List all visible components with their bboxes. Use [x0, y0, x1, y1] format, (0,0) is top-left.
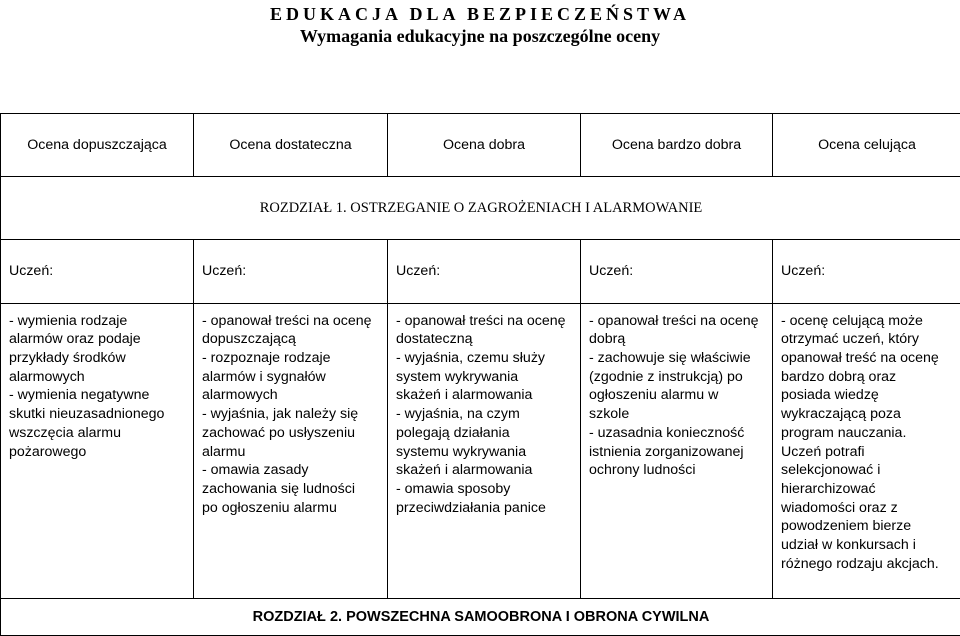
requirement-line: dobrą	[589, 330, 764, 349]
page-title: EDUKACJA DLA BEZPIECZEŃSTWA	[0, 4, 960, 24]
grades-header-row	[1, 114, 960, 177]
requirement-line: skutki nieuzasadnionego	[9, 405, 185, 424]
requirement-line: bardzo dobrą oraz	[781, 368, 953, 387]
requirement-line: - omawia zasady	[202, 461, 379, 480]
requirements-cell-dobra	[388, 303, 581, 598]
requirements-cell-celujaca	[773, 303, 960, 598]
chapter-heading: ROZDZIAŁ 1. OSTRZEGANIE O ZAGROŻENIACH I ALARMOWANIE	[1, 177, 960, 240]
requirement-line: przykłady środków	[9, 349, 185, 368]
requirements-cell-dostateczna	[194, 303, 388, 598]
requirement-line: alarmowych	[9, 368, 185, 387]
requirement-line: system wykrywania	[396, 368, 572, 387]
chapter-row	[1, 598, 960, 635]
requirement-line: zachować po usłyszeniu	[202, 424, 379, 443]
requirement-line: program nauczania.	[781, 424, 953, 443]
requirement-line: systemu wykrywania	[396, 443, 572, 462]
requirement-line: (zgodnie z instrukcją) po	[589, 368, 764, 387]
requirement-line: alarmowych	[202, 386, 379, 405]
grade-header-cell: Ocena dobra	[388, 114, 581, 177]
requirement-line: otrzymać uczeń, który	[781, 330, 953, 349]
requirement-line: - wyjaśnia, jak należy się	[202, 405, 379, 424]
student-label: Uczeń:	[388, 240, 581, 303]
grade-header-cell: Ocena dopuszczająca	[1, 114, 194, 177]
requirement-line: powodzeniem bierze	[781, 517, 953, 536]
requirement-line: - rozpoznaje rodzaje	[202, 349, 379, 368]
requirement-line: skażeń i alarmowania	[396, 386, 572, 405]
chapter-row	[1, 177, 960, 240]
student-label: Uczeń:	[581, 240, 773, 303]
requirement-line: opanował treść na ocenę	[781, 349, 953, 368]
requirement-line: - wyjaśnia, czemu służy	[396, 349, 572, 368]
requirement-line: ochrony ludności	[589, 461, 764, 480]
requirement-line: Uczeń potrafi	[781, 443, 953, 462]
grade-header-cell: Ocena celująca	[773, 114, 960, 177]
requirement-line: udział w konkursach i	[781, 536, 953, 555]
requirement-line: hierarchizować	[781, 480, 953, 499]
requirement-line: skażeń i alarmowania	[396, 461, 572, 480]
requirement-line: - ocenę celującą może	[781, 312, 953, 331]
page-subtitle: Wymagania edukacyjne na poszczególne oceny	[0, 25, 960, 47]
requirements-cell-bardzo-dobra	[581, 303, 773, 598]
requirements-row	[1, 303, 960, 598]
requirement-line: - uzasadnia konieczność	[589, 424, 764, 443]
requirement-line: polegają działania	[396, 424, 572, 443]
requirement-line: posiada wiedzę	[781, 386, 953, 405]
requirement-line: istnienia zorganizowanej	[589, 443, 764, 462]
requirement-line: szkole	[589, 405, 764, 424]
requirement-line: różnego rodzaju akcjach.	[781, 555, 953, 574]
student-label: Uczeń:	[194, 240, 388, 303]
requirement-line: ogłoszeniu alarmu w	[589, 386, 764, 405]
requirement-line: selekcjonować i	[781, 461, 953, 480]
requirement-line: po ogłoszeniu alarmu	[202, 499, 379, 518]
requirement-line: - wymienia rodzaje	[9, 312, 185, 331]
requirement-line: - wyjaśnia, na czym	[396, 405, 572, 424]
requirement-line: dopuszczającą	[202, 330, 379, 349]
chapter-heading: ROZDZIAŁ 2. POWSZECHNA SAMOOBRONA I OBRONA CYWILNA	[1, 598, 960, 635]
requirement-line: wszczęcia alarmu	[9, 424, 185, 443]
requirements-table	[0, 113, 960, 636]
requirement-line: wiadomości oraz z	[781, 499, 953, 518]
student-label: Uczeń:	[1, 240, 194, 303]
requirement-line: zachowania się ludności	[202, 480, 379, 499]
requirement-line: przeciwdziałania panice	[396, 499, 572, 518]
requirement-line: alarmu	[202, 443, 379, 462]
requirement-line: - opanował treści na ocenę	[589, 312, 764, 331]
requirement-line: - zachowuje się właściwie	[589, 349, 764, 368]
requirement-line: - opanował treści na ocenę	[396, 312, 572, 331]
requirement-line: wykraczającą poza	[781, 405, 953, 424]
grade-header-cell: Ocena bardzo dobra	[581, 114, 773, 177]
requirement-line: - opanował treści na ocenę	[202, 312, 379, 331]
requirement-line: pożarowego	[9, 443, 185, 462]
grade-header-cell: Ocena dostateczna	[194, 114, 388, 177]
requirement-line: - omawia sposoby	[396, 480, 572, 499]
student-label-row	[1, 240, 960, 303]
requirement-line: alarmów i sygnałów	[202, 368, 379, 387]
requirement-line: dostateczną	[396, 330, 572, 349]
requirement-line: alarmów oraz podaje	[9, 330, 185, 349]
requirements-cell-dopuszczajaca	[1, 303, 194, 598]
requirement-line: - wymienia negatywne	[9, 386, 185, 405]
student-label: Uczeń:	[773, 240, 960, 303]
